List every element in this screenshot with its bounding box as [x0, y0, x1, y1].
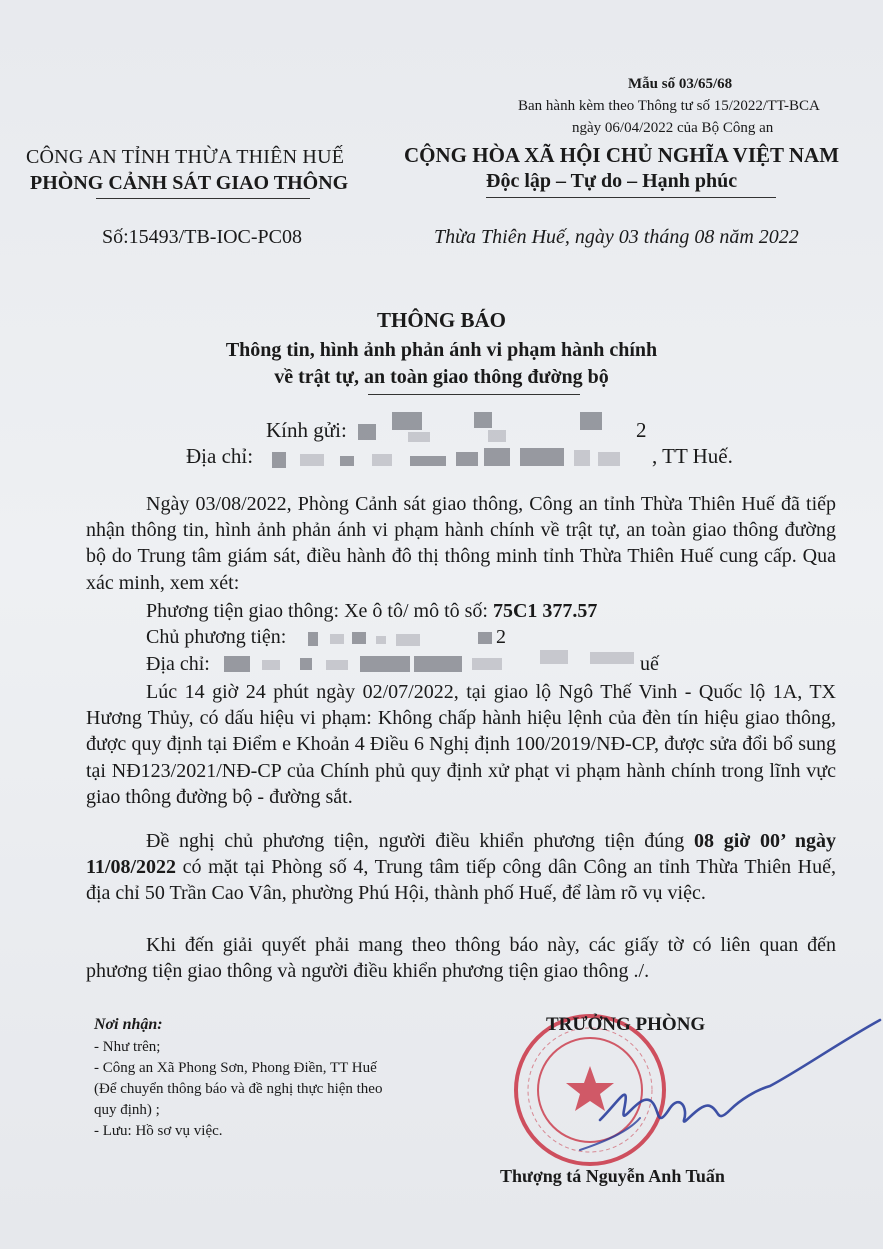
redacted-owner-address [540, 650, 568, 664]
redacted-address [300, 454, 324, 466]
redacted-address [410, 456, 446, 466]
paragraph-intro: Ngày 03/08/2022, Phòng Cảnh sát giao thông, Công an tỉnh Thừa Thiên Huế đã tiếp nhận thông tin, hình ảnh phản ánh vi phạm hành chính về trật tự, an toàn giao thông đường bộ do Trung tâm giám sát, điều hành đô thị thông minh tỉnh Thừa Thiên Huế cung cấp. Qua xác minh, xem xét: [86, 493, 836, 594]
org-unit: PHÒNG CẢNH SÁT GIAO THÔNG [30, 172, 349, 194]
redacted-owner [308, 632, 318, 646]
recipients-item: - Công an Xã Phong Sơn, Phong Điền, TT Huế [94, 1060, 377, 1076]
owner-label: Chủ phương tiện: [146, 626, 287, 648]
owner-address-label: Địa chỉ: [146, 653, 210, 675]
redacted-address [520, 448, 564, 466]
to-label: Kính gửi: [266, 418, 347, 442]
redacted-owner [478, 632, 492, 644]
subtitle-underline [368, 394, 580, 395]
redacted-recipient-name [358, 424, 376, 440]
motto-underline [486, 197, 776, 198]
redacted-owner [352, 632, 366, 644]
paragraph-violation: Lúc 14 giờ 24 phút ngày 02/07/2022, tại giao lộ Ngô Thế Vinh - Quốc lộ 1A, TX Hương Thủy, có dấu hiệu vi phạm: Không chấp hành hiệu lệnh của đèn tín hiệu giao thông, được quy định tại Điểm e Khoản 4 Điều 6 Nghị định 100/2019/NĐ-CP, được sửa đổi bổ sung tại NĐ123/2021/NĐ-CP của Chính phủ quy định xử phạt vi phạm hành chính trong lĩnh vực giao thông đường bộ - đường sắt. [86, 681, 836, 808]
form-number: Mẫu số 03/65/68 [628, 76, 733, 92]
redacted-address [372, 454, 392, 466]
nation-name: CỘNG HÒA XÃ HỘI CHỦ NGHĨA VIỆT NAM [404, 143, 840, 167]
address-label: Địa chỉ: [186, 444, 254, 468]
form-issued-with: Ban hành kèm theo Thông tư số 15/2022/TT-BCA [518, 98, 820, 114]
paragraph-documents: Khi đến giải quyết phải mang theo thông báo này, các giấy tờ có liên quan đến phương tiện giao thông và người điều khiển phương tiện giao thông ./. [86, 934, 836, 983]
summons-datetime: 08 giờ 00’ ngày 11/08/2022 [86, 830, 836, 879]
redacted-recipient-name [408, 432, 430, 442]
signer-name: Thượng tá Nguyễn Anh Tuấn [500, 1166, 725, 1186]
redacted-owner-address [300, 658, 312, 670]
signature-title: TRƯỞNG PHÒNG [546, 1014, 706, 1035]
redacted-owner-address [224, 656, 250, 672]
recipients-title: Nơi nhận: [94, 1016, 163, 1033]
org-parent: CÔNG AN TỈNH THỪA THIÊN HUẾ [26, 146, 345, 168]
redacted-recipient-name [580, 412, 602, 430]
form-issued-date: ngày 06/04/2022 của Bộ Công an [572, 120, 774, 136]
redacted-owner [376, 636, 386, 644]
handwritten-signature [560, 990, 883, 1170]
redacted-owner-address [414, 656, 462, 672]
document-title: THÔNG BÁO [377, 308, 506, 332]
redacted-owner-address [360, 656, 410, 672]
vehicle-plate: 75C1 377.57 [492, 600, 598, 622]
redacted-owner-address [262, 660, 280, 670]
recipients-item: quy định) ; [94, 1102, 160, 1118]
redacted-recipient-name [488, 430, 506, 442]
summons-text-start: Đề nghị chủ phương tiện, người điều khiển phương tiện đúng [146, 830, 694, 852]
redacted-address [484, 448, 510, 466]
document-subtitle-2: về trật tự, an toàn giao thông đường bộ [274, 366, 609, 388]
to-value-tail: 2 [636, 418, 647, 442]
redacted-address [574, 450, 590, 466]
redacted-recipient-name [474, 412, 492, 428]
recipients-item: (Để chuyển thông báo và đề nghị thực hiện theo [94, 1081, 383, 1097]
redacted-address [456, 452, 478, 466]
redacted-owner [330, 634, 344, 644]
document-number: Số:15493/TB-IOC-PC08 [102, 226, 303, 248]
redacted-address [272, 452, 286, 468]
redacted-owner [396, 634, 420, 646]
owner-value-tail: 2 [496, 626, 506, 648]
place-date: Thừa Thiên Huế, ngày 03 tháng 08 năm 2022 [434, 226, 799, 248]
recipients-item: - Như trên; [94, 1039, 161, 1055]
redacted-address [340, 456, 354, 466]
summons-text-end: có mặt tại Phòng số 4, Trung tâm tiếp công dân Công an tỉnh Thừa Thiên Huế, địa chỉ 50 Trần Cao Vân, phường Phú Hội, thành phố Huế, để làm rõ vụ việc. [86, 856, 836, 905]
nation-motto: Độc lập – Tự do – Hạnh phúc [486, 170, 738, 192]
vehicle-label: Phương tiện giao thông: Xe ô tô/ mô tô số: [146, 600, 493, 622]
org-underline [96, 198, 310, 199]
redacted-address [598, 452, 620, 466]
vehicle-line [146, 600, 597, 623]
redacted-owner-address [326, 660, 348, 670]
paragraph-summons [86, 828, 836, 907]
recipients-item: - Lưu: Hồ sơ vụ việc. [94, 1123, 223, 1139]
redacted-owner-address [590, 652, 634, 664]
document-subtitle-1: Thông tin, hình ảnh phản ánh vi phạm hành chính [225, 339, 658, 361]
redacted-owner-address [472, 658, 502, 670]
redacted-recipient-name [392, 412, 422, 430]
address-value-tail: , TT Huế. [652, 444, 733, 468]
owner-address-tail: uế [640, 653, 659, 675]
